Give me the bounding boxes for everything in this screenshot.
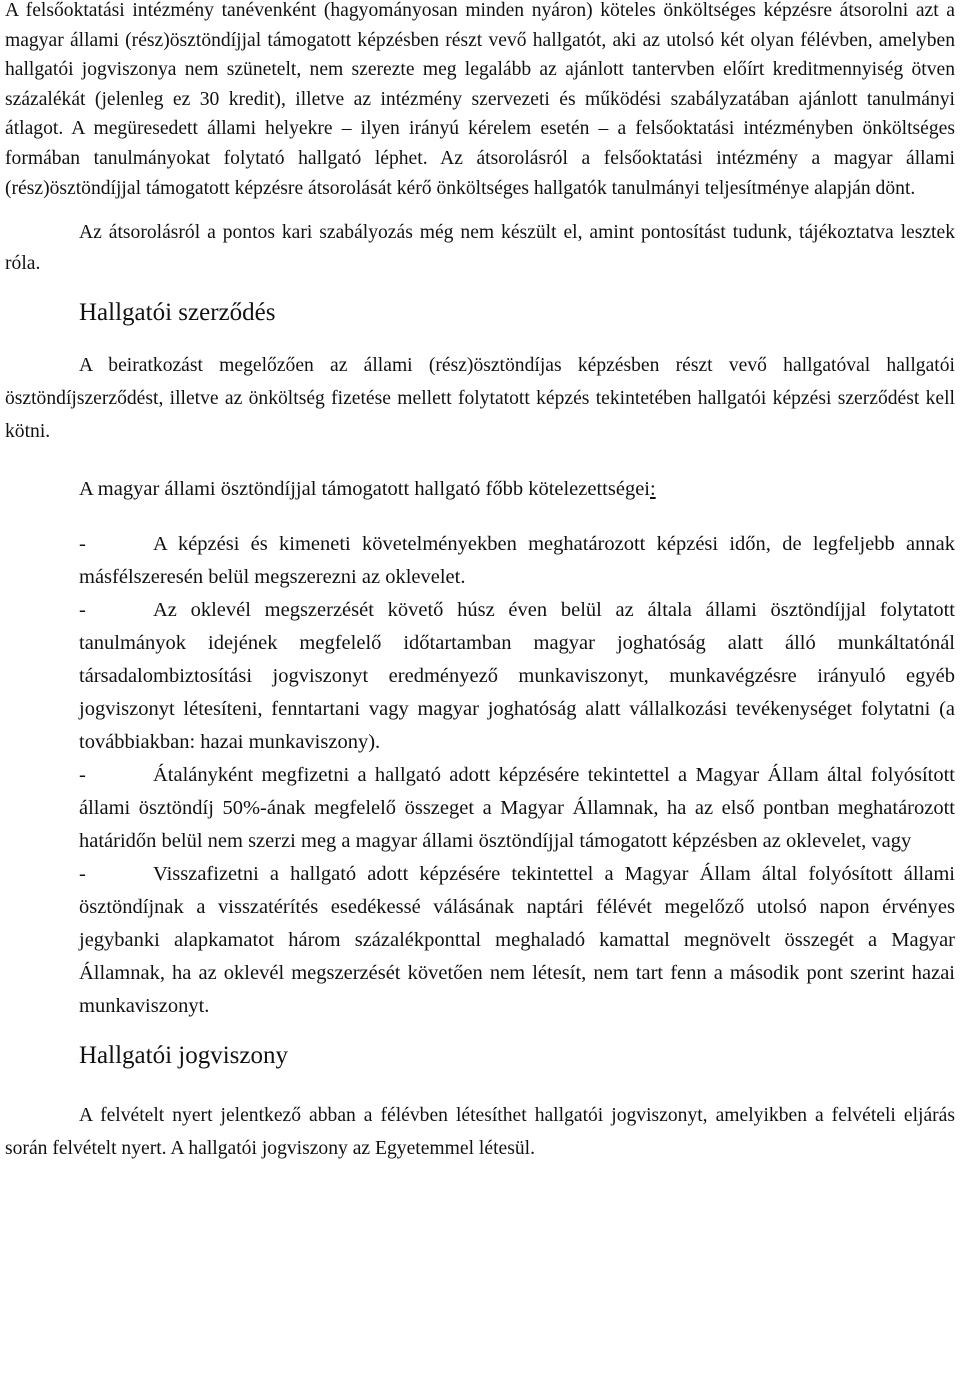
- list-item: [79, 594, 955, 759]
- paragraph-contract: A beiratkozást megelőzően az állami (rész)ösztöndíjas képzésben részt vevő hallgatóval hallgatói ösztöndíjszerződést, illetve az önköltség fizetése mellett folytatott képzés tekintetében hallgatói képzési szerződést kell kötni.: [5, 355, 955, 443]
- obligations-lead-colon: :: [650, 478, 656, 501]
- obligations-lead: [79, 474, 955, 504]
- paragraph-faculty-rules: Az átsorolásról a pontos kari szabályozás még nem készült el, amint pontosítást tudunk, tájékoztatva lesztek róla.: [5, 222, 955, 274]
- list-bullet: -: [79, 764, 86, 787]
- heading-student-status: Hallgatói jogviszony: [79, 1042, 288, 1070]
- list-bullet: -: [79, 863, 86, 886]
- list-item-text: Visszafizetni a hallgató adott képzésére tekintettel a Magyar Állam által folyósított állami ösztöndíjnak a visszatérítés esedékessé válásának naptári félévét megelőző utolsó napon érvényes jegybanki alapkamatot három százalékponttal meghaladó kamattal megnövelt összegét a Magyar Államnak, ha az oklevél megszerzését követően nem létesít, nem tart fenn a második pont szerint hazai munkaviszonyt.: [79, 863, 955, 1018]
- document-page: [5, 0, 955, 1165]
- paragraph-reclassification: A felsőoktatási intézmény tanévenként (hagyományosan minden nyáron) köteles önköltséges képzésre átsorolni azt a magyar állami (rész)ösztöndíjjal támogatott képzésben részt vevő hallgatót, aki az utolsó két olyan félévben, amelyben hallgatói jogviszonya nem szünetelt, nem szerezte meg legalább az ajánlott tantervben előírt kreditmennyiség ötven százalékát (jelenleg ez 30 kredit), illetve az intézmény szervezeti és működési szabályzatában ajánlott tanulmányi átlagot. A megüresedett állami helyekre – ilyen irányú kérelem esetén – a felsőoktatási intézményben önköltséges formában tanulmányokat folytató hallgató léphet. Az átsorolásról a felsőoktatási intézmény a magyar állami (rész)ösztöndíjjal támogatott képzésre átsorolását kérő önköltséges hallgatók tanulmányi teljesítménye alapján dönt.: [5, 0, 955, 199]
- list-bullet: -: [79, 599, 86, 622]
- list-item: [79, 528, 955, 594]
- obligations-list: [79, 528, 955, 1023]
- list-bullet: -: [79, 533, 86, 556]
- list-item: [79, 759, 955, 858]
- heading-student-contract: Hallgatói szerződés: [79, 299, 276, 327]
- list-item-text: Átalányként megfizetni a hallgató adott képzésére tekintettel a Magyar Állam által folyósított állami ösztöndíj 50%-ának megfelelő összeget a Magyar Államnak, ha az első pontban meghatározott határidőn belül nem szerzi meg a magyar állami ösztöndíjjal támogatott képzésben az oklevelet, vagy: [79, 764, 955, 853]
- list-item: [79, 858, 955, 1023]
- paragraph-student-status: A felvételt nyert jelentkező abban a félévben létesíthet hallgatói jogviszonyt, amelyikben a felvételi eljárás során felvételt nyert. A hallgatói jogviszony az Egyetemmel létesül.: [5, 1105, 955, 1160]
- list-item-text: Az oklevél megszerzését követő húsz éven belül az általa állami ösztöndíjjal folytatott tanulmányok idejének megfelelő időtartamban magyar joghatóság alatt álló munkáltatónál társadalombiztosítási jogviszonyt eredményező munkaviszonyt, munkavégzésre irányuló egyéb jogviszonyt létesíteni, fenntartani vagy magyar joghatóság alatt vállalkozási tevékenységet folytatni (a továbbiakban: hazai munkaviszony).: [79, 599, 955, 754]
- list-item-text: A képzési és kimeneti követelményekben meghatározott képzési időn, de legfeljebb annak másfélszeresén belül megszerezni az oklevelet.: [79, 533, 955, 589]
- obligations-lead-text: A magyar állami ösztöndíjjal támogatott hallgató főbb kötelezettségei: [79, 478, 650, 501]
